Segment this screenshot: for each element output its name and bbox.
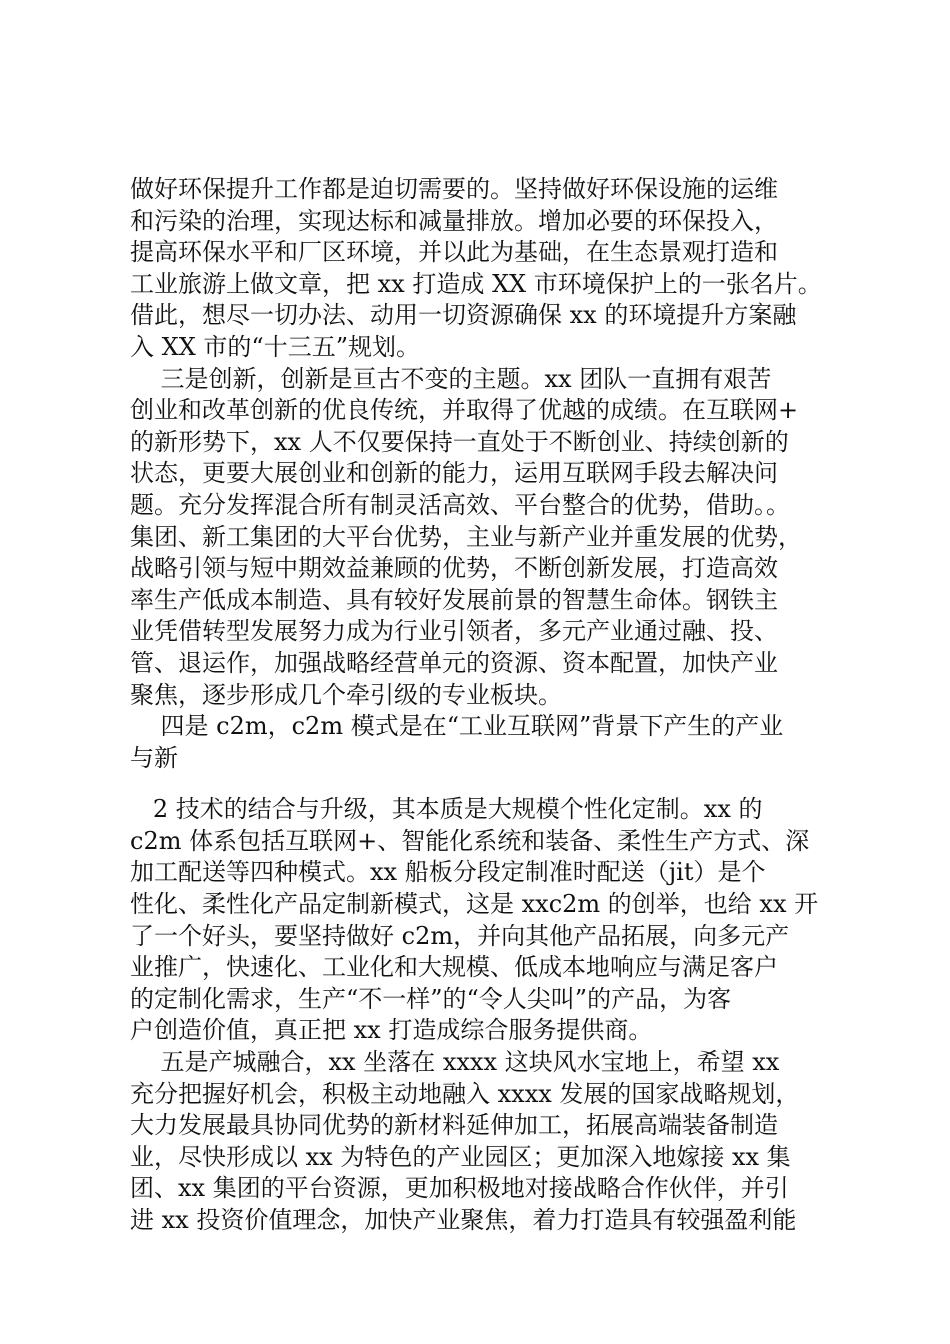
text-line: 和污染的治理，实现达标和减量排放。增加必要的环保投入，	[130, 206, 778, 235]
text-line: 提高环保水平和厂区环境，并以此为基础，在生态景观打造和	[130, 238, 778, 267]
text-line: 加工配送等四种模式。xx 船板分段定制准时配送（jit）是个	[130, 858, 766, 887]
text-line: 借此，想尽一切办法、动用一切资源确保 xx 的环境提升方案融	[130, 301, 797, 330]
text-line: 入 XX 市的“十三五”规划。	[130, 332, 420, 361]
text-line: 三是创新，创新是亘古不变的主题。xx 团队一直拥有艰苦	[130, 364, 772, 393]
text-line: 业凭借转型发展努力成为行业引领者，多元产业通过融、投、	[130, 617, 778, 646]
text-line: 户创造价值，真正把 xx 打造成综合服务提供商。	[130, 1016, 653, 1045]
text-line: 四是 c2m，c2m 模式是在“工业互联网”背景下产生的产业	[130, 712, 784, 741]
text-line: 状态，更要大展创业和创新的能力，运用互联网手段去解决问	[130, 459, 778, 488]
text-line: 管、退运作，加强战略经营单元的资源、资本配置，加快产业	[130, 648, 778, 677]
text-line: 五是产城融合，xx 坐落在 xxxx 这块风水宝地上，希望 xx	[130, 1048, 780, 1077]
text-line: 大力发展最具协同优势的新材料延伸加工，拓展高端装备制造	[130, 1111, 778, 1140]
text-line: 进 xx 投资价值理念，加快产业聚焦，着力打造具有较强盈利能	[130, 1206, 797, 1234]
text-line: 团、xx 集团的平台资源，更加积极地对接战略合作伙伴，并引	[130, 1174, 789, 1203]
text-line: 性化、柔性化产品定制新模式，这是 xxc2m 的创举，也给 xx 开	[130, 890, 819, 919]
text-line: 聚焦，逐步形成几个牵引级的专业板块。	[130, 680, 562, 709]
text-line: c2m 体系包括互联网+、智能化系统和装备、柔性生产方式、深	[130, 826, 810, 855]
text-line: 率生产低成本制造、具有较好发展前景的智慧生命体。钢铁主	[130, 585, 778, 614]
text-line: 工业旅游上做文章，把 xx 打造成 XX 市环境保护上的一张名片。	[130, 269, 822, 298]
text-line: 创业和改革创新的优良传统，并取得了优越的成绩。在互联网+	[130, 396, 799, 425]
text-line: 集团、新工集团的大平台优势，主业与新产业并重发展的优势，	[130, 522, 802, 551]
body-text	[130, 174, 830, 1237]
page-break-spacer	[130, 774, 830, 794]
text-line: 题。充分发挥混合所有制灵活高效、平台整合的优势，借助。。	[130, 490, 790, 519]
text-line: 战略引领与短中期效益兼顾的优势，不断创新发展，打造高效	[130, 554, 778, 583]
text-line: 的定制化需求，生产“不一样”的“令人尖叫”的产品，为客	[130, 984, 732, 1013]
text-line: 做好环保提升工作都是迫切需要的。坚持做好环保设施的运维	[130, 175, 778, 203]
text-line: 充分把握好机会，积极主动地融入 xxxx 发展的国家战略规划，	[130, 1079, 800, 1108]
text-line: 业，尽快形成以 xx 为特色的产业园区；更加深入地嫁接 xx 集	[130, 1142, 791, 1171]
text-line: 业推广，快速化、工业化和大规模、低成本地响应与满足客户	[130, 953, 778, 982]
text-line: 与新	[130, 743, 178, 772]
text-line: 了一个好头，要坚持做好 c2m，并向其他产品拓展，向多元产	[130, 921, 790, 950]
text-line: 的新形势下，xx 人不仅要保持一直处于不断创业、持续创新的	[130, 427, 789, 456]
page-number-line: 2 技术的结合与升级，其本质是大规模个性化定制。xx 的	[130, 795, 763, 824]
